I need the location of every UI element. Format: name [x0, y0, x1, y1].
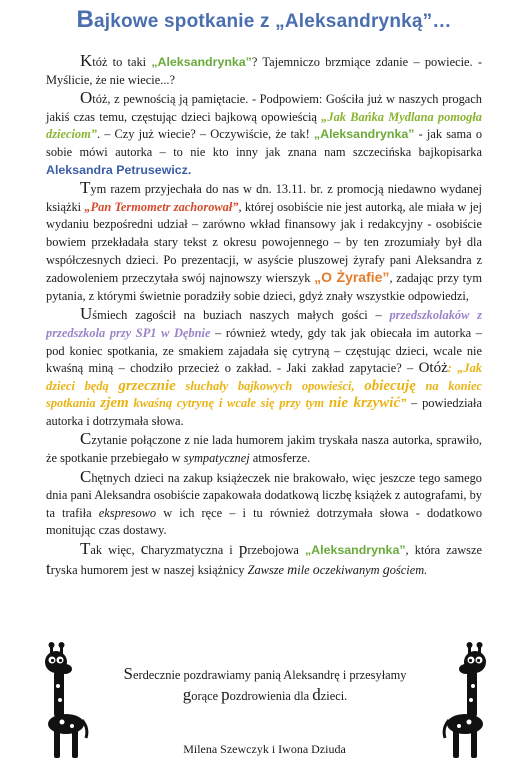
paragraph-5: Czytanie połączone z nie lada humorem jakim tryskała nasza autorka, sprawiło, że spotkanie przebiegało w sympatycznej atmosferze. — [46, 429, 482, 466]
closing-greeting: Serdecznie pozdrawiamy panią Aleksandrę i przesyłamy gorące pozdrowienia dla dzieci. — [123, 664, 407, 704]
name-highlight: „Aleksandrynka” — [313, 127, 415, 142]
paragraph-6: Chętnych dzieci na zakup książeczek nie brakowało, więc jeszcze tego samego dnia pani Aleksandra osobiście zapakowała dodatkową liczbę książek z autografami, by ta trafiła ekspresowo w ich ręce – i tu również dotrzymała słowa - dodatkowo monitując czas dostawy. — [46, 466, 483, 538]
name-highlight: „Aleksandrynka” — [304, 543, 406, 558]
book-title-banka: „Jak Bańka Mydlana pomogła dzieciom” — [46, 109, 482, 142]
book-title-termometr: „Pan Termometr zachorował” — [84, 199, 239, 214]
name-highlight: „Aleksandrynka” — [151, 55, 252, 69]
paragraph-4: Uśmiech zagościł na buziach naszych małych gości – przedszkolaków z przedszkola przy SP1 w Dębnie – również wtedy, gdy tak jak obiecała im autorka – pod koniec spotkania, ze smakiem zajadała się cytryną – częstując dzieci, wcale nie kwaśną miną – chodziło przecież o zakład. - Jaki zakład zapytacie? – Otóż: „Jak dzieci będą grzecznie słuchały bajkowych opowieści, obiecuję na koniec spotkania zjem kwaśną cytrynę i wcale się przy tym nie krzywić” – powiedziała autorka i dotrzymała słowa. — [46, 304, 482, 428]
signature: Milena Szewczyk i Iwona Dziuda — [183, 742, 346, 756]
kindergarten-highlight: przedszkolaków z przedszkola przy SP1 w Dębnie — [46, 308, 482, 340]
title-initial: B — [76, 6, 94, 33]
author-name: Aleksandra Petrusewicz. — [46, 162, 192, 177]
title-text: ajkowe spotkanie z „Aleksandrynką”… — [93, 11, 452, 32]
paragraph-7: Tak więc, charyzmatyczna i przebojowa „Aleksandrynka”, która zawsze tryska humorem jest w naszej książnicy Zawsze mile oczekiwanym gościem. — [46, 539, 482, 578]
quote: : „Jak dzieci będą — [46, 361, 482, 393]
paragraph-1: Któż to taki „Aleksandrynka”? Tajemniczo brzmiące zdanie – powiecie. - Myślicie, że nie wiecie...? — [46, 51, 482, 87]
page-title — [46, 0, 482, 36]
article-body — [46, 52, 482, 579]
paragraph-2: Otóż, z pewnością ją pamiętacie. - Podpowiem: Gościła już w naszych progach jakiś czas temu, częstując dzieci bajkową opowieścią „Jak Bańka Mydlana pomogła dzieciom”. – Czy już wiecie? – Oczywiście, że tak! „Aleksandrynka” - jak sama o sobie mówi autorka – to nie kto inny jak znana nam szczecińska bajkopisarka Aleksandra Petrusewicz. — [46, 88, 483, 177]
paragraph-3: Tym razem przyjechała do nas w dn. 13.11. br. z promocją niedawno wydanej książki „Pan Termometr zachorował”, której osobiście nie jest autorką, ale miała w jej wydaniu bezpośredni udział – zarówno wkład finansowy jak i redakcyjny - osobiście bowiem przekładała stary tekst z okresu powojennego – by ten zrozumiały był dla współczesnych dzieci. Po prezentacji, w asyście pluszowej żyrafy pani Aleksandra z zadowoleniem przeczytała swój najnowszy wierszyk „O Żyrafie”, zadając przy tym pytania, z którymi świetnie poradziły sobie dzieci, gdyż znały wszystkie odpowiedzi, — [46, 178, 482, 303]
poem-title: „O Żyrafie” — [314, 269, 390, 286]
